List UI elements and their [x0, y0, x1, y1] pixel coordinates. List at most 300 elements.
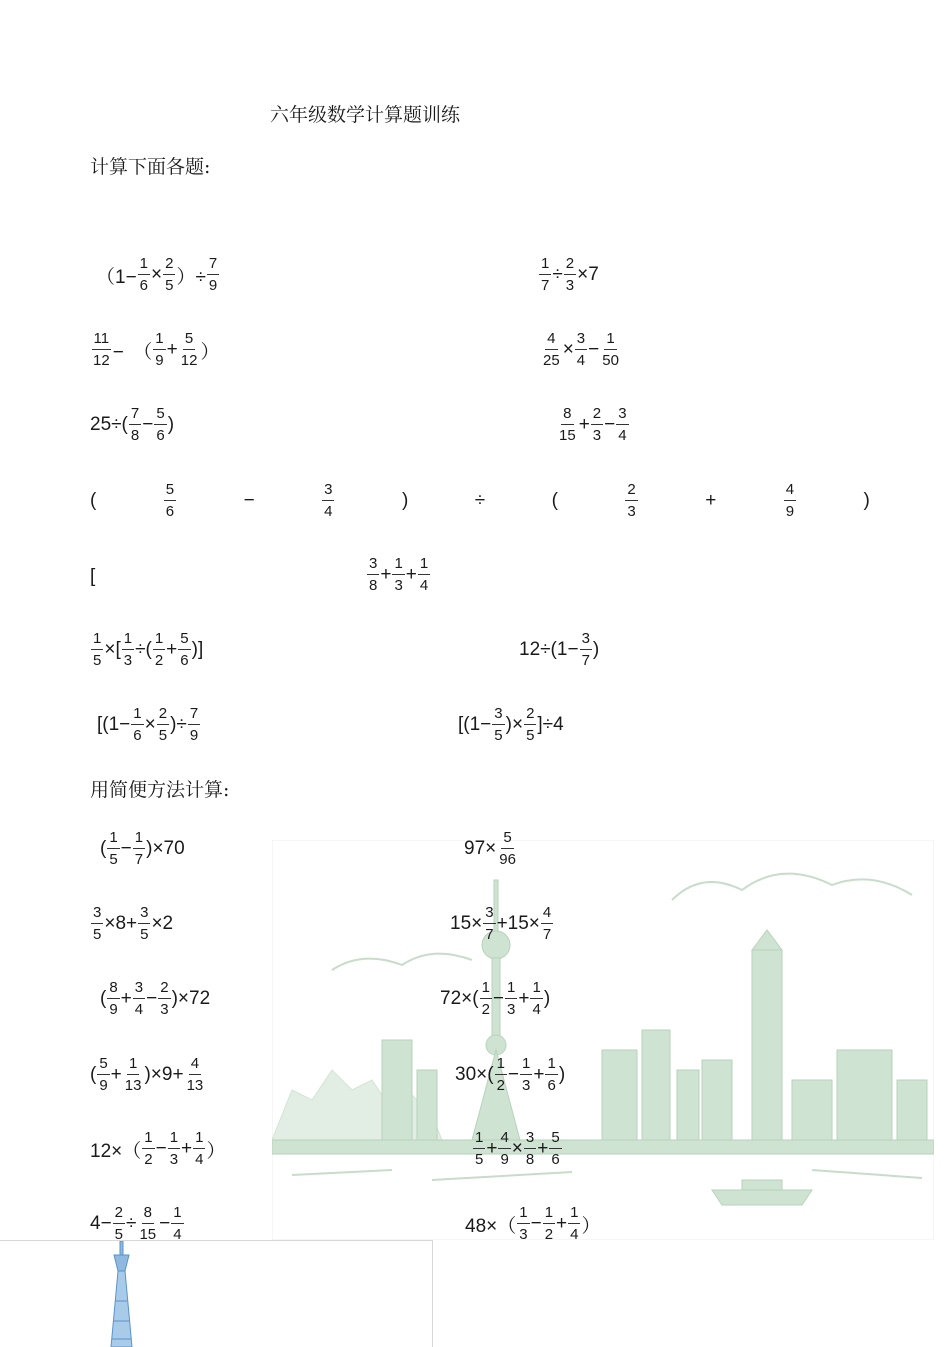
expression-text: + — [110, 1064, 122, 1085]
numerator: 3 — [483, 905, 495, 924]
denominator: 8 — [130, 427, 140, 444]
expression-text: × — [151, 264, 163, 285]
expression-text: ÷ — [552, 264, 563, 285]
fraction — [498, 1130, 510, 1168]
denominator: 7 — [134, 851, 144, 868]
fraction — [557, 406, 578, 444]
fraction — [137, 1205, 158, 1243]
expression-text: 48×（ — [465, 1215, 517, 1237]
numerator: 1 — [604, 331, 616, 350]
fraction — [138, 905, 150, 943]
bracket-token: [ — [90, 566, 96, 587]
denominator: 96 — [499, 851, 516, 868]
problem-18 — [455, 1056, 565, 1094]
numerator: 2 — [524, 706, 536, 725]
numerator: 8 — [142, 1205, 154, 1224]
numerator: 1 — [153, 631, 165, 650]
fraction — [91, 905, 103, 943]
denominator: 4 — [618, 427, 627, 444]
operator: + — [380, 564, 392, 585]
numerator: 1 — [418, 556, 430, 575]
problem-14 — [450, 905, 554, 943]
expression-text: 72×( — [440, 988, 479, 1009]
expression-text: ）÷ — [176, 266, 206, 288]
expression-text: 12÷(1− — [519, 639, 579, 660]
fraction — [483, 905, 495, 943]
expression-text: ]÷4 — [537, 714, 564, 735]
fraction — [480, 980, 492, 1018]
expression-text: （1− — [96, 266, 137, 288]
expression-text: × — [144, 714, 156, 735]
numerator: 1 — [473, 1130, 485, 1149]
expression-text: )] — [191, 639, 204, 660]
denominator: 4 — [532, 1001, 541, 1018]
expression-text: ) — [543, 988, 551, 1009]
fraction — [541, 905, 553, 943]
expression-text: ） — [581, 1215, 601, 1237]
expression-text: 97× — [464, 838, 497, 859]
numerator: 1 — [168, 1130, 180, 1149]
denominator: 13 — [186, 1077, 204, 1094]
fraction — [497, 830, 518, 868]
split-token: + — [705, 490, 717, 511]
denominator: 2 — [496, 1077, 505, 1094]
expression-text: − — [146, 988, 158, 1009]
expression-text: + — [486, 1138, 498, 1159]
numerator: 1 — [131, 706, 143, 725]
fraction — [524, 1130, 536, 1168]
problem-1 — [96, 256, 220, 294]
expression-text: [(1− — [97, 714, 131, 735]
fraction — [549, 1130, 561, 1168]
fraction — [505, 980, 517, 1018]
numerator: 1 — [495, 1056, 507, 1075]
expression-text: − — [492, 988, 505, 1009]
fraction — [133, 830, 145, 868]
numerator: 1 — [127, 1056, 139, 1075]
denominator: 6 — [180, 652, 189, 669]
denominator: 6 — [547, 1077, 556, 1094]
problem-12 — [464, 830, 519, 868]
numerator: 1 — [138, 256, 150, 275]
denominator: 5 — [93, 926, 102, 943]
numerator: 4 — [784, 482, 796, 501]
fraction — [568, 1205, 580, 1243]
denominator: 4 — [134, 1001, 144, 1018]
numerator: 1 — [107, 830, 119, 849]
numerator: 2 — [158, 980, 170, 999]
fraction — [179, 331, 200, 369]
expression-text: ( — [100, 988, 107, 1009]
fraction — [157, 706, 169, 744]
numerator: 7 — [207, 256, 219, 275]
numerator: 1 — [545, 1056, 557, 1075]
fraction — [530, 980, 542, 1018]
denominator: 15 — [559, 427, 576, 444]
numerator: 1 — [142, 1130, 154, 1149]
problem-9 — [97, 706, 201, 744]
denominator: 6 — [139, 277, 149, 294]
numerator: 8 — [107, 980, 119, 999]
fraction — [113, 1205, 125, 1243]
numerator: 7 — [188, 706, 200, 725]
numerator: 7 — [129, 406, 141, 425]
expression-text: +15× — [496, 913, 540, 934]
bracket-open — [90, 566, 95, 588]
denominator: 6 — [133, 727, 142, 744]
section-heading-simplify: 用简便方法计算: — [90, 779, 230, 801]
denominator: 7 — [485, 926, 494, 943]
problem-13 — [90, 905, 173, 943]
problem-7 — [90, 631, 203, 669]
denominator: 5 — [475, 1151, 484, 1168]
fraction — [131, 706, 143, 744]
fraction — [580, 631, 592, 669]
fraction — [138, 256, 150, 294]
numerator: 4 — [498, 1130, 510, 1149]
expression-text: ) — [592, 639, 600, 660]
numerator: 5 — [97, 1056, 109, 1075]
fraction — [123, 1056, 144, 1094]
fraction — [539, 256, 551, 294]
numerator: 1 — [543, 1205, 555, 1224]
problem-20 — [472, 1130, 563, 1168]
fraction — [322, 482, 334, 520]
fraction — [418, 556, 430, 594]
fraction — [164, 482, 176, 520]
denominator: 9 — [208, 277, 218, 294]
expression-text: )×9+ — [144, 1064, 184, 1085]
page-title: 六年级数学计算题训练 — [270, 104, 461, 126]
problem-11 — [100, 830, 185, 868]
expression-text: )×70 — [146, 838, 185, 859]
expression-text: + — [537, 1138, 549, 1159]
fraction — [158, 980, 170, 1018]
numerator: 1 — [171, 1205, 183, 1224]
expression-text: − — [604, 414, 616, 435]
numerator: 2 — [163, 256, 175, 275]
denominator: 4 — [570, 1226, 579, 1243]
denominator: 7 — [541, 277, 550, 294]
fraction — [188, 706, 200, 744]
fraction — [185, 1056, 206, 1094]
denominator: 4 — [173, 1226, 182, 1243]
fraction — [625, 482, 637, 520]
split-token: − — [243, 490, 255, 511]
problem-19 — [90, 1130, 226, 1168]
numerator: 2 — [625, 482, 637, 501]
expression-text: ） — [206, 1140, 226, 1162]
numerator: 3 — [138, 905, 150, 924]
fraction — [163, 256, 175, 294]
numerator: 2 — [113, 1205, 125, 1224]
expression-text: ×[ — [104, 639, 121, 660]
problem-17 — [90, 1056, 206, 1094]
fraction — [107, 830, 119, 868]
expression-text: ) — [167, 414, 175, 435]
numerator: 3 — [322, 482, 334, 501]
denominator: 5 — [140, 926, 149, 943]
denominator: 8 — [525, 1151, 535, 1168]
fraction — [591, 406, 603, 444]
expression-text: × — [562, 339, 574, 360]
denominator: 3 — [394, 577, 403, 594]
fraction — [541, 331, 562, 369]
expression-text: + — [120, 988, 132, 1009]
fraction — [575, 331, 587, 369]
fraction — [91, 331, 112, 369]
denominator: 4 — [324, 503, 333, 520]
expression-text: − — [159, 1213, 171, 1234]
denominator: 9 — [500, 1151, 509, 1168]
expression-text: 15× — [450, 913, 483, 934]
expression-text: 30×( — [455, 1064, 494, 1085]
numerator: 1 — [392, 556, 404, 575]
expression-text: + — [556, 1213, 568, 1234]
expression-text: ÷( — [135, 639, 152, 660]
tower-illustration — [92, 1241, 152, 1347]
denominator: 6 — [165, 503, 175, 520]
numerator: 1 — [133, 830, 145, 849]
numerator: 5 — [178, 631, 190, 650]
fraction — [600, 331, 621, 369]
denominator: 3 — [565, 277, 575, 294]
expression-text: − — [142, 414, 154, 435]
fraction — [492, 706, 504, 744]
denominator: 7 — [581, 652, 590, 669]
section-heading-calculate: 计算下面各题: — [90, 156, 211, 178]
numerator: 5 — [501, 830, 513, 849]
denominator: 6 — [551, 1151, 560, 1168]
denominator: 5 — [165, 277, 174, 294]
fraction — [91, 631, 103, 669]
expression-text: − — [507, 1064, 520, 1085]
expression-text: + — [181, 1138, 193, 1159]
denominator: 3 — [507, 1001, 516, 1018]
fraction — [520, 1056, 532, 1094]
problem-16 — [440, 980, 550, 1018]
fraction — [543, 1205, 555, 1243]
expression-text: − — [155, 1138, 167, 1159]
numerator: 1 — [539, 256, 551, 275]
split-token: ) — [401, 490, 409, 511]
numerator: 3 — [133, 980, 145, 999]
problem-4 — [540, 331, 622, 369]
denominator: 9 — [189, 727, 199, 744]
expression-text: + — [166, 339, 178, 360]
numerator: 3 — [91, 905, 103, 924]
fraction — [97, 1056, 109, 1094]
denominator: 3 — [627, 503, 636, 520]
problem-3 — [90, 331, 219, 369]
denominator: 5 — [93, 652, 102, 669]
denominator: 3 — [592, 427, 602, 444]
numerator: 8 — [561, 406, 573, 425]
denominator: 3 — [169, 1151, 179, 1168]
fraction — [142, 1130, 154, 1168]
denominator: 5 — [109, 851, 118, 868]
expression-text: [(1− — [458, 714, 492, 735]
fraction — [616, 406, 628, 444]
expression-text: ) — [558, 1064, 566, 1085]
denominator: 4 — [419, 577, 429, 594]
expression-text: )×72 — [171, 988, 211, 1009]
denominator: 9 — [785, 503, 795, 520]
numerator: 2 — [157, 706, 169, 725]
expression-text: 4− — [90, 1213, 112, 1234]
fraction — [153, 631, 165, 669]
fraction — [473, 1130, 485, 1168]
expression-text: + — [578, 414, 590, 435]
denominator: 5 — [494, 727, 503, 744]
denominator: 25 — [543, 352, 560, 369]
numerator: 1 — [193, 1130, 205, 1149]
numerator: 1 — [122, 631, 134, 650]
numerator: 1 — [568, 1205, 580, 1224]
fraction — [545, 1056, 557, 1094]
problem-split-row — [90, 482, 870, 520]
denominator: 3 — [160, 1001, 169, 1018]
denominator: 4 — [195, 1151, 204, 1168]
fraction — [133, 980, 145, 1018]
operator: + — [405, 564, 417, 585]
denominator: 50 — [602, 352, 619, 369]
city-skyline-illustration — [272, 840, 934, 1240]
denominator: 9 — [109, 1001, 118, 1018]
numerator: 4 — [541, 905, 553, 924]
denominator: 2 — [481, 1001, 490, 1018]
denominator: 12 — [93, 352, 110, 369]
denominator: 9 — [99, 1077, 108, 1094]
expression-text: ×2 — [151, 913, 174, 934]
problem-5 — [90, 406, 174, 444]
numerator: 4 — [545, 331, 557, 350]
numerator: 3 — [616, 406, 628, 425]
denominator: 2 — [544, 1226, 554, 1243]
numerator: 5 — [154, 406, 166, 425]
expression-text: ÷ — [126, 1213, 137, 1234]
expression-text: − — [530, 1213, 542, 1234]
problem-8 — [519, 631, 599, 669]
expression-text: + — [166, 639, 178, 660]
split-token: ) — [863, 490, 870, 511]
denominator: 5 — [158, 727, 168, 744]
fraction — [392, 556, 404, 594]
expression-text: )÷ — [170, 714, 187, 735]
expression-text: − — [120, 838, 132, 859]
tower-illustration-frame — [0, 1240, 433, 1347]
expression-text: × — [511, 1138, 523, 1159]
numerator: 1 — [153, 331, 165, 350]
numerator: 5 — [164, 482, 176, 501]
denominator: 3 — [519, 1226, 528, 1243]
problem-22 — [465, 1205, 601, 1243]
fraction — [207, 256, 219, 294]
expression-text: ×7 — [577, 264, 599, 285]
denominator: 12 — [180, 352, 198, 369]
fraction — [193, 1130, 205, 1168]
numerator: 4 — [189, 1056, 201, 1075]
numerator: 1 — [91, 631, 103, 650]
denominator: 15 — [139, 1226, 157, 1243]
numerator: 3 — [575, 331, 587, 350]
expression-text: 12×（ — [90, 1140, 142, 1162]
numerator: 11 — [92, 331, 112, 350]
denominator: 2 — [154, 652, 164, 669]
numerator: 1 — [530, 980, 542, 999]
problem-15 — [100, 980, 210, 1018]
problem-6 — [556, 406, 630, 444]
fraction — [154, 406, 166, 444]
denominator: 4 — [576, 352, 586, 369]
problem-21 — [90, 1205, 185, 1243]
numerator: 1 — [520, 1056, 532, 1075]
numerator: 2 — [591, 406, 603, 425]
expression-text: − （ — [112, 341, 153, 363]
numerator: 3 — [367, 556, 379, 575]
fraction — [129, 406, 141, 444]
numerator: 1 — [517, 1205, 529, 1224]
expression-text: 25÷( — [90, 414, 128, 435]
fraction — [367, 556, 379, 594]
expression-text: + — [533, 1064, 545, 1085]
problem-bracket-sum — [366, 556, 431, 594]
split-token: ( — [551, 490, 558, 511]
expression-text: − — [588, 339, 600, 360]
fraction — [171, 1205, 183, 1243]
numerator: 2 — [564, 256, 576, 275]
expression-text: ( — [100, 838, 107, 859]
fraction — [122, 631, 134, 669]
fraction — [564, 256, 576, 294]
numerator: 3 — [580, 631, 592, 650]
denominator: 3 — [123, 652, 133, 669]
split-token: ÷ — [474, 490, 486, 511]
expression-text: ( — [90, 1064, 97, 1085]
denominator: 6 — [156, 427, 165, 444]
fraction — [178, 631, 190, 669]
denominator: 13 — [124, 1077, 142, 1094]
numerator: 1 — [480, 980, 492, 999]
expression-text: + — [518, 988, 530, 1009]
numerator: 3 — [492, 706, 504, 725]
expression-text: ） — [200, 341, 220, 363]
numerator: 5 — [183, 331, 195, 350]
denominator: 3 — [522, 1077, 531, 1094]
fraction — [495, 1056, 507, 1094]
expression-text: )× — [505, 714, 524, 735]
fraction — [153, 331, 165, 369]
fraction — [784, 482, 796, 520]
denominator: 2 — [144, 1151, 153, 1168]
numerator: 5 — [549, 1130, 561, 1149]
denominator: 9 — [155, 352, 164, 369]
fraction — [107, 980, 119, 1018]
numerator: 1 — [505, 980, 517, 999]
denominator: 5 — [526, 727, 535, 744]
problem-2 — [538, 256, 599, 294]
fraction — [168, 1130, 180, 1168]
fraction — [517, 1205, 529, 1243]
fraction — [524, 706, 536, 744]
denominator: 5 — [114, 1226, 124, 1243]
denominator: 8 — [369, 577, 378, 594]
problem-10 — [458, 706, 564, 744]
numerator: 3 — [524, 1130, 536, 1149]
split-token: ( — [90, 490, 97, 511]
expression-text: ×8+ — [104, 913, 138, 934]
denominator: 7 — [542, 926, 552, 943]
